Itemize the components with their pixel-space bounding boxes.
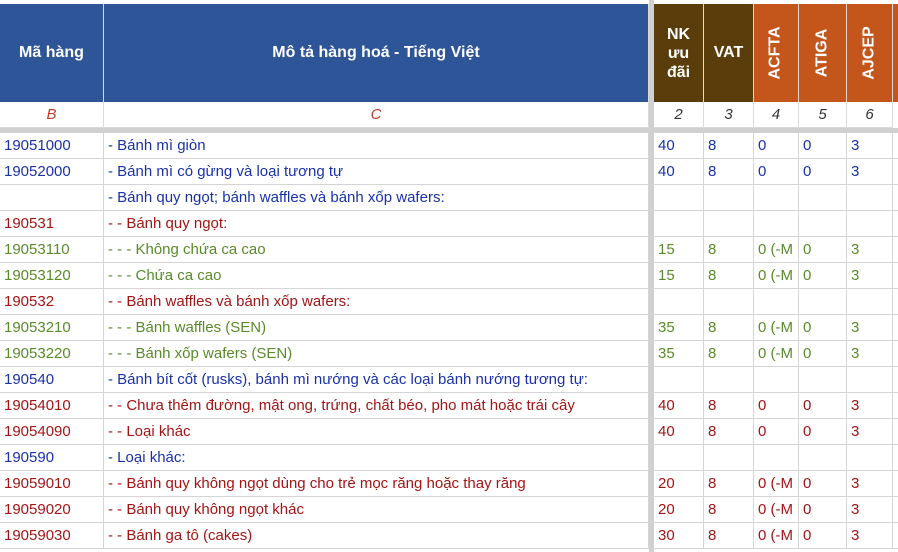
cell-desc[interactable]: - - Loại khác — [104, 419, 649, 445]
cell-ajcep[interactable]: 3 — [847, 341, 893, 367]
cell-acfta[interactable] — [754, 185, 799, 211]
cell-vat[interactable]: 8 — [704, 419, 754, 445]
cell-code[interactable]: 190540 — [0, 367, 104, 393]
cell-acfta[interactable]: 0 (-M — [754, 237, 799, 263]
cell-code[interactable]: 19054090 — [0, 419, 104, 445]
cell-code[interactable]: 19053210 — [0, 315, 104, 341]
cell-desc[interactable]: - - Chưa thêm đường, mật ong, trứng, chất béo, pho mát hoặc trái cây — [104, 393, 649, 419]
cell-vat[interactable]: 8 — [704, 133, 754, 159]
cell-acfta[interactable]: 0 (-M — [754, 471, 799, 497]
cell-atiga[interactable]: 0 — [799, 159, 847, 185]
table-row[interactable] — [0, 367, 898, 393]
table-row[interactable] — [0, 445, 898, 471]
table-row[interactable] — [0, 393, 898, 419]
cell-code[interactable]: 190532 — [0, 289, 104, 315]
cell-atiga[interactable]: 0 — [799, 497, 847, 523]
cell-nk[interactable]: 40 — [654, 419, 704, 445]
cell-ajcep[interactable]: 3 — [847, 393, 893, 419]
cell-atiga[interactable] — [799, 211, 847, 237]
cell-code[interactable]: 19054010 — [0, 393, 104, 419]
index-c: C — [104, 102, 649, 128]
cell-ajcep[interactable]: 3 — [847, 133, 893, 159]
table-row[interactable] — [0, 341, 898, 367]
cell-desc[interactable]: - Loại khác: — [104, 445, 649, 471]
cell-nk[interactable]: 35 — [654, 341, 704, 367]
cell-code[interactable]: 19059020 — [0, 497, 104, 523]
cell-atiga[interactable]: 0 — [799, 419, 847, 445]
cell-nk[interactable] — [654, 289, 704, 315]
cell-acfta[interactable] — [754, 211, 799, 237]
cell-ajcep[interactable]: 3 — [847, 315, 893, 341]
cell-desc[interactable]: - Bánh mì giòn — [104, 133, 649, 159]
index-4: 4 — [754, 102, 799, 128]
header-acfta[interactable] — [754, 4, 799, 102]
cell-nk[interactable]: 20 — [654, 497, 704, 523]
cell-code[interactable]: 19059010 — [0, 471, 104, 497]
cell-ajcep[interactable]: 3 — [847, 471, 893, 497]
cell-nk[interactable]: 15 — [654, 237, 704, 263]
cell-code[interactable]: 19051000 — [0, 133, 104, 159]
cell-nk[interactable]: 40 — [654, 133, 704, 159]
header-next-col — [893, 4, 898, 102]
cell-desc[interactable]: - - Bánh ga tô (cakes) — [104, 523, 649, 549]
cell-atiga[interactable]: 0 — [799, 341, 847, 367]
header-acfta-label: ACFTA — [767, 26, 784, 80]
cell-ajcep[interactable] — [847, 211, 893, 237]
table-row[interactable] — [0, 471, 898, 497]
cell-desc[interactable]: - - - Bánh waffles (SEN) — [104, 315, 649, 341]
index-b: B — [0, 102, 104, 128]
cell-desc[interactable]: - - Bánh quy không ngọt dùng cho trẻ mọc răng hoặc thay răng — [104, 471, 649, 497]
cell-nk[interactable] — [654, 445, 704, 471]
cell-desc[interactable]: - Bánh mì có gừng và loại tương tự — [104, 159, 649, 185]
cell-vat[interactable]: 8 — [704, 341, 754, 367]
header-mo-ta[interactable] — [104, 4, 649, 102]
cell-acfta[interactable]: 0 — [754, 133, 799, 159]
cell-desc[interactable]: - Bánh quy ngọt; bánh waffles và bánh xốp wafers: — [104, 185, 649, 211]
cell-desc[interactable]: - - Bánh quy không ngọt khác — [104, 497, 649, 523]
cell-atiga[interactable] — [799, 445, 847, 471]
header-ma-hang-label: Mã hàng — [19, 44, 84, 61]
cell-acfta[interactable] — [754, 289, 799, 315]
table-row[interactable] — [0, 159, 898, 185]
header-nk-line3: đãi — [666, 63, 691, 81]
table-row[interactable] — [0, 315, 898, 341]
cell-nk[interactable] — [654, 185, 704, 211]
cell-ajcep[interactable] — [847, 289, 893, 315]
index-3: 3 — [704, 102, 754, 128]
table-row[interactable] — [0, 289, 898, 315]
table-row[interactable] — [0, 523, 898, 549]
cell-acfta[interactable]: 0 (-M — [754, 523, 799, 549]
header-nk-line2: ưu — [667, 44, 690, 62]
cell-atiga[interactable]: 0 — [799, 133, 847, 159]
table-row[interactable] — [0, 419, 898, 445]
cell-acfta[interactable]: 0 — [754, 393, 799, 419]
table-row[interactable] — [0, 185, 898, 211]
cell-desc[interactable]: - - Bánh waffles và bánh xốp wafers: — [104, 289, 649, 315]
cell-nk[interactable] — [654, 211, 704, 237]
cell-ajcep[interactable]: 3 — [847, 159, 893, 185]
cell-acfta[interactable]: 0 (-M — [754, 341, 799, 367]
cell-ajcep[interactable]: 3 — [847, 237, 893, 263]
cell-vat[interactable] — [704, 289, 754, 315]
cell-atiga[interactable]: 0 — [799, 263, 847, 289]
cell-atiga[interactable]: 0 — [799, 523, 847, 549]
index-2: 2 — [654, 102, 704, 128]
header-vat-label: VAT — [713, 44, 744, 61]
index-5: 5 — [799, 102, 847, 128]
cell-vat[interactable] — [704, 211, 754, 237]
cell-code[interactable]: 19053110 — [0, 237, 104, 263]
cell-acfta[interactable]: 0 (-M — [754, 263, 799, 289]
cell-ajcep[interactable] — [847, 185, 893, 211]
cell-vat[interactable] — [704, 185, 754, 211]
header-nk-line1: NK — [666, 25, 691, 43]
cell-atiga[interactable] — [799, 185, 847, 211]
cell-acfta[interactable]: 0 (-M — [754, 315, 799, 341]
cell-ajcep[interactable]: 3 — [847, 419, 893, 445]
cell-code[interactable]: 190531 — [0, 211, 104, 237]
table-row[interactable] — [0, 133, 898, 159]
cell-acfta[interactable] — [754, 445, 799, 471]
cell-atiga[interactable]: 0 — [799, 393, 847, 419]
header-atiga[interactable] — [799, 4, 847, 102]
cell-vat[interactable]: 8 — [704, 497, 754, 523]
cell-ajcep[interactable]: 3 — [847, 263, 893, 289]
cell-code[interactable]: 190590 — [0, 445, 104, 471]
cell-nk[interactable]: 15 — [654, 263, 704, 289]
cell-code[interactable]: 19052000 — [0, 159, 104, 185]
cell-code[interactable]: 19059030 — [0, 523, 104, 549]
cell-atiga[interactable] — [799, 289, 847, 315]
cell-ajcep[interactable]: 3 — [847, 497, 893, 523]
cell-acfta[interactable]: 0 — [754, 159, 799, 185]
cell-nk[interactable]: 20 — [654, 471, 704, 497]
cell-vat[interactable]: 8 — [704, 237, 754, 263]
cell-ajcep[interactable] — [847, 445, 893, 471]
cell-vat[interactable]: 8 — [704, 471, 754, 497]
header-nk-uu-dai[interactable] — [654, 4, 704, 102]
cell-atiga[interactable] — [799, 367, 847, 393]
cell-nk[interactable]: 40 — [654, 393, 704, 419]
header-vat[interactable] — [704, 4, 754, 102]
index-6: 6 — [847, 102, 893, 128]
cell-ajcep[interactable] — [847, 367, 893, 393]
table-row[interactable] — [0, 497, 898, 523]
cell-code[interactable]: 19053120 — [0, 263, 104, 289]
cell-nk[interactable] — [654, 367, 704, 393]
cell-desc[interactable]: - - - Bánh xốp wafers (SEN) — [104, 341, 649, 367]
header-mo-ta-label: Mô tả hàng hoá - Tiếng Việt — [272, 44, 480, 61]
cell-vat[interactable] — [704, 445, 754, 471]
table-row[interactable] — [0, 211, 898, 237]
header-atiga-label: ATIGA — [813, 28, 831, 78]
cell-desc[interactable]: - - - Không chứa ca cao — [104, 237, 649, 263]
header-ma-hang[interactable] — [0, 4, 104, 102]
cell-acfta[interactable]: 0 — [754, 419, 799, 445]
cell-code[interactable]: 19053220 — [0, 341, 104, 367]
cell-vat[interactable]: 8 — [704, 315, 754, 341]
cell-desc[interactable]: - - - Chứa ca cao — [104, 263, 649, 289]
cell-vat[interactable]: 8 — [704, 393, 754, 419]
cell-desc[interactable]: - Bánh bít cốt (rusks), bánh mì nướng và các loại bánh nướng tương tự: — [104, 367, 649, 393]
cell-atiga[interactable]: 0 — [799, 237, 847, 263]
header-ajcep-label: AJCEP — [860, 26, 878, 80]
cell-vat[interactable] — [704, 367, 754, 393]
cell-code[interactable] — [0, 185, 104, 211]
cell-nk[interactable]: 35 — [654, 315, 704, 341]
cell-nk[interactable]: 30 — [654, 523, 704, 549]
cell-ajcep[interactable]: 3 — [847, 523, 893, 549]
cell-nk[interactable]: 40 — [654, 159, 704, 185]
cell-acfta[interactable]: 0 (-M — [754, 497, 799, 523]
cell-vat[interactable]: 8 — [704, 159, 754, 185]
cell-vat[interactable]: 8 — [704, 263, 754, 289]
table-row[interactable] — [0, 237, 898, 263]
header-ajcep[interactable] — [847, 4, 893, 102]
cell-atiga[interactable]: 0 — [799, 471, 847, 497]
table-row[interactable] — [0, 263, 898, 289]
cell-acfta[interactable] — [754, 367, 799, 393]
cell-atiga[interactable]: 0 — [799, 315, 847, 341]
cell-vat[interactable]: 8 — [704, 523, 754, 549]
cell-desc[interactable]: - - Bánh quy ngọt: — [104, 211, 649, 237]
